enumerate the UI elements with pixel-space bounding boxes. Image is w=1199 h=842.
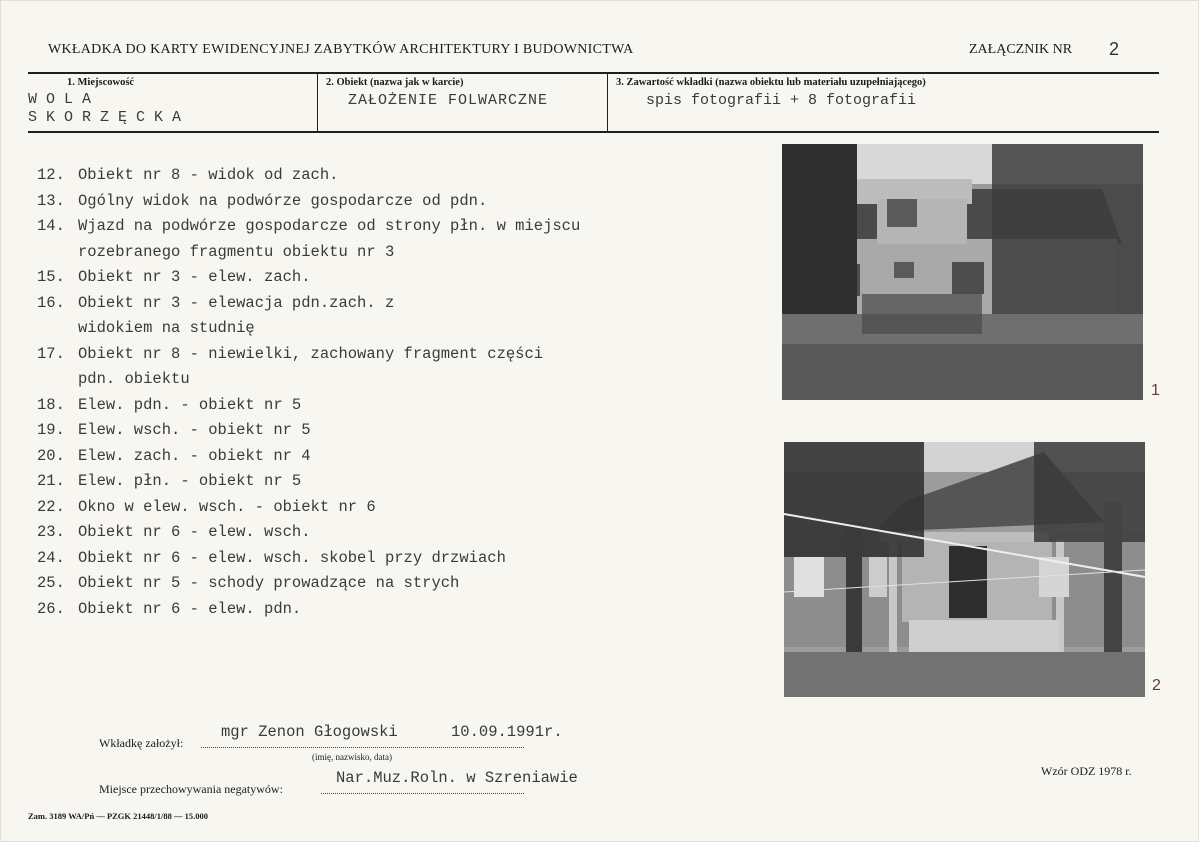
list-item-text: Obiekt nr 8 - widok od zach. [78, 166, 339, 184]
list-item-text: Obiekt nr 8 - niewielki, zachowany fragment części [78, 344, 544, 363]
list-item-number: 18. [37, 395, 65, 414]
list-item [37, 571, 580, 597]
list-item-text: Ogólny widok na podwórze gospodarcze od pdn. [78, 191, 488, 210]
photo-1-image [782, 144, 1143, 400]
list-item-number: 13. [37, 191, 65, 210]
list-item [37, 546, 580, 572]
photo-2 [784, 442, 1145, 697]
list-item-number: 23. [37, 523, 65, 541]
list-item [37, 444, 580, 470]
negatives-storage-label: Miejsce przechowywania negatywów: [99, 782, 283, 796]
list-item [37, 163, 580, 189]
list-item [37, 214, 580, 240]
print-info: Zam. 3189 WA/Pń — PZGK 21448/1/88 — 15.000 [28, 811, 209, 821]
created-by-value: mgr Zenon Głogowski [221, 723, 398, 741]
contents-label: 3. Zawartość wkładki (nazwa obiektu lub materiału uzupełniającego) [616, 77, 926, 88]
header-rule-bottom [28, 131, 1159, 133]
list-item-text: Obiekt nr 3 - elew. zach. [78, 268, 311, 286]
annex-label: ZAŁĄCZNIK NR [969, 42, 1073, 57]
list-item [37, 240, 580, 266]
contents-value: spis fotografii + 8 fotografii [646, 92, 917, 109]
list-item [37, 291, 580, 317]
list-item [37, 393, 580, 419]
list-item-number: 26. [37, 599, 65, 618]
form-title: WKŁADKA DO KARTY EWIDENCYJNEJ ZABYTKÓW ARCHITEKTURY I BUDOWNICTWA [48, 42, 634, 57]
list-item [37, 495, 580, 521]
header-divider-1 [317, 74, 318, 131]
list-item [37, 367, 580, 393]
list-item-text: Obiekt nr 6 - elew. pdn. [78, 599, 302, 618]
created-by-label: Wkładkę założył: [99, 736, 184, 750]
photo-1-number: 1 [1151, 382, 1160, 399]
list-item-number: 19. [37, 421, 65, 439]
header-divider-2 [607, 74, 608, 131]
list-item [37, 469, 580, 495]
list-item [37, 316, 580, 342]
list-item-text: Obiekt nr 6 - elew. wsch. [78, 523, 311, 541]
list-item [37, 597, 580, 623]
list-item-number: 17. [37, 344, 65, 363]
object-value: ZAŁOŻENIE FOLWARCZNE [348, 92, 549, 109]
list-item [37, 342, 580, 368]
negatives-storage-value: Nar.Muz.Roln. w Szreniawie [336, 769, 578, 787]
list-item-number: 22. [37, 497, 65, 516]
list-item-text: Wjazd na podwórze gospodarcze od strony płn. w miejscu [78, 217, 581, 235]
photo-2-image [784, 442, 1145, 697]
header-rule-top [28, 72, 1159, 74]
photo-1 [782, 144, 1143, 400]
list-item-number: 12. [37, 166, 65, 184]
created-date: 10.09.1991r. [451, 723, 563, 741]
list-item-text: Elew. pdn. - obiekt nr 5 [78, 395, 302, 414]
list-item-text: Elew. zach. - obiekt nr 4 [78, 446, 311, 465]
list-item-text: Obiekt nr 3 - elewacja pdn.zach. z [78, 293, 395, 312]
photo-list [37, 163, 580, 622]
list-item-number: 15. [37, 268, 65, 286]
object-label: 2. Obiekt (nazwa jak w karcie) [326, 77, 464, 88]
list-item-number: 21. [37, 472, 65, 490]
list-item-text: Elew. płn. - obiekt nr 5 [78, 472, 302, 490]
locality-label: 1. Miejscowość [67, 77, 135, 88]
list-item-text: rozebranego fragmentu obiektu nr 3 [78, 242, 395, 261]
list-item-text: Elew. wsch. - obiekt nr 5 [78, 421, 311, 439]
created-by-line [201, 747, 524, 748]
list-item-text: pdn. obiektu [78, 370, 190, 388]
photo-2-number: 2 [1152, 677, 1161, 694]
annex-number: 2 [1109, 39, 1120, 59]
list-item-text: widokiem na studnię [78, 319, 255, 337]
form-model: Wzór ODZ 1978 r. [1041, 764, 1132, 778]
list-item-number: 16. [37, 293, 65, 312]
list-item [37, 265, 580, 291]
list-item-text: Obiekt nr 5 - schody prowadzące na strych [78, 574, 460, 592]
list-item [37, 418, 580, 444]
list-item-text: Obiekt nr 6 - elew. wsch. skobel przy drzwiach [78, 548, 506, 567]
list-item-number: 24. [37, 548, 65, 567]
list-item-number: 14. [37, 217, 65, 235]
created-by-hint: (imię, nazwisko, data) [312, 752, 392, 762]
negatives-storage-line [321, 793, 524, 794]
list-item-number: 25. [37, 574, 65, 592]
list-item [37, 189, 580, 215]
list-item [37, 520, 580, 546]
list-item-number: 20. [37, 446, 65, 465]
locality-value-line1: WOLA [28, 91, 101, 108]
list-item-text: Okno w elew. wsch. - obiekt nr 6 [78, 497, 376, 516]
locality-value-line2: SKORZĘCKA [28, 109, 191, 126]
